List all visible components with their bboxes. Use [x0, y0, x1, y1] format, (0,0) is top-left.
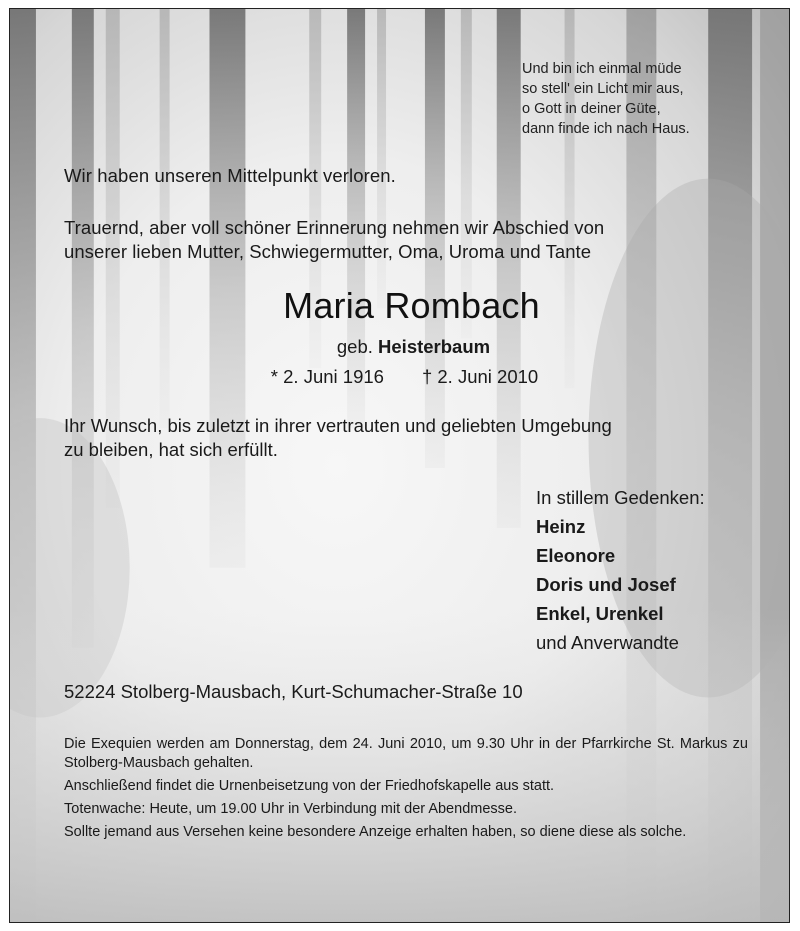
detail-paragraph: Totenwache: Heute, um 19.00 Uhr in Verbindung mit der Abendmesse. — [64, 801, 517, 817]
family-address: 52224 Stolberg-Mausbach, Kurt-Schumacher-Straße 10 — [64, 681, 523, 702]
maiden-name-line — [10, 336, 790, 358]
maiden-name: Heisterbaum — [378, 336, 491, 357]
poem-line: so stell' ein Licht mir aus, — [522, 81, 684, 97]
birth-date: * 2. Juni 1916 — [270, 366, 384, 387]
mourner-name: Heinz — [536, 516, 586, 537]
farewell-line: Trauernd, aber voll schöner Erinnerung nehmen wir Abschied von — [64, 217, 605, 238]
detail-paragraph: Sollte jemand aus Versehen keine besondere Anzeige erhalten haben, so diene diese als solche. — [64, 824, 687, 840]
poem-line: o Gott in deiner Güte, — [522, 101, 661, 117]
mourners-closing: und Anverwandte — [536, 632, 679, 653]
wish-text — [64, 414, 612, 462]
mourners-heading: In stillem Gedenken: — [536, 487, 705, 508]
detail-paragraph: Die Exequien werden am Donnerstag, dem 24. Juni 2010, um 9.30 Uhr in der Pfarrkirche St. Markus zu Stolberg-Mausbach gehalten. — [64, 736, 748, 771]
mourner-name: Enkel, Urenkel — [536, 603, 664, 624]
poem-line: Und bin ich einmal müde — [522, 61, 682, 77]
maiden-prefix: geb. — [336, 336, 373, 357]
wish-line: Ihr Wunsch, bis zuletzt in ihrer vertrauten und geliebten Umgebung — [64, 415, 612, 436]
death-date: † 2. Juni 2010 — [421, 366, 539, 387]
farewell-line: unserer lieben Mutter, Schwiegermutter, Oma, Uroma und Tante — [64, 241, 592, 262]
obituary-notice — [9, 8, 790, 923]
life-dates — [10, 366, 790, 388]
farewell-text — [64, 216, 604, 264]
funeral-details — [64, 735, 748, 846]
mourner-name: Eleonore — [536, 545, 616, 566]
deceased-name: Maria Rombach — [283, 285, 540, 326]
mourner-name: Doris und Josef — [536, 574, 676, 595]
mourners-block — [536, 483, 705, 657]
memorial-poem — [522, 59, 690, 139]
poem-line: dann finde ich nach Haus. — [522, 121, 690, 137]
wish-line: zu bleiben, hat sich erfüllt. — [64, 439, 278, 460]
detail-paragraph: Anschließend findet die Urnenbeisetzung von der Friedhofskapelle aus statt. — [64, 778, 555, 794]
intro-text: Wir haben unseren Mittelpunkt verloren. — [64, 165, 396, 186]
